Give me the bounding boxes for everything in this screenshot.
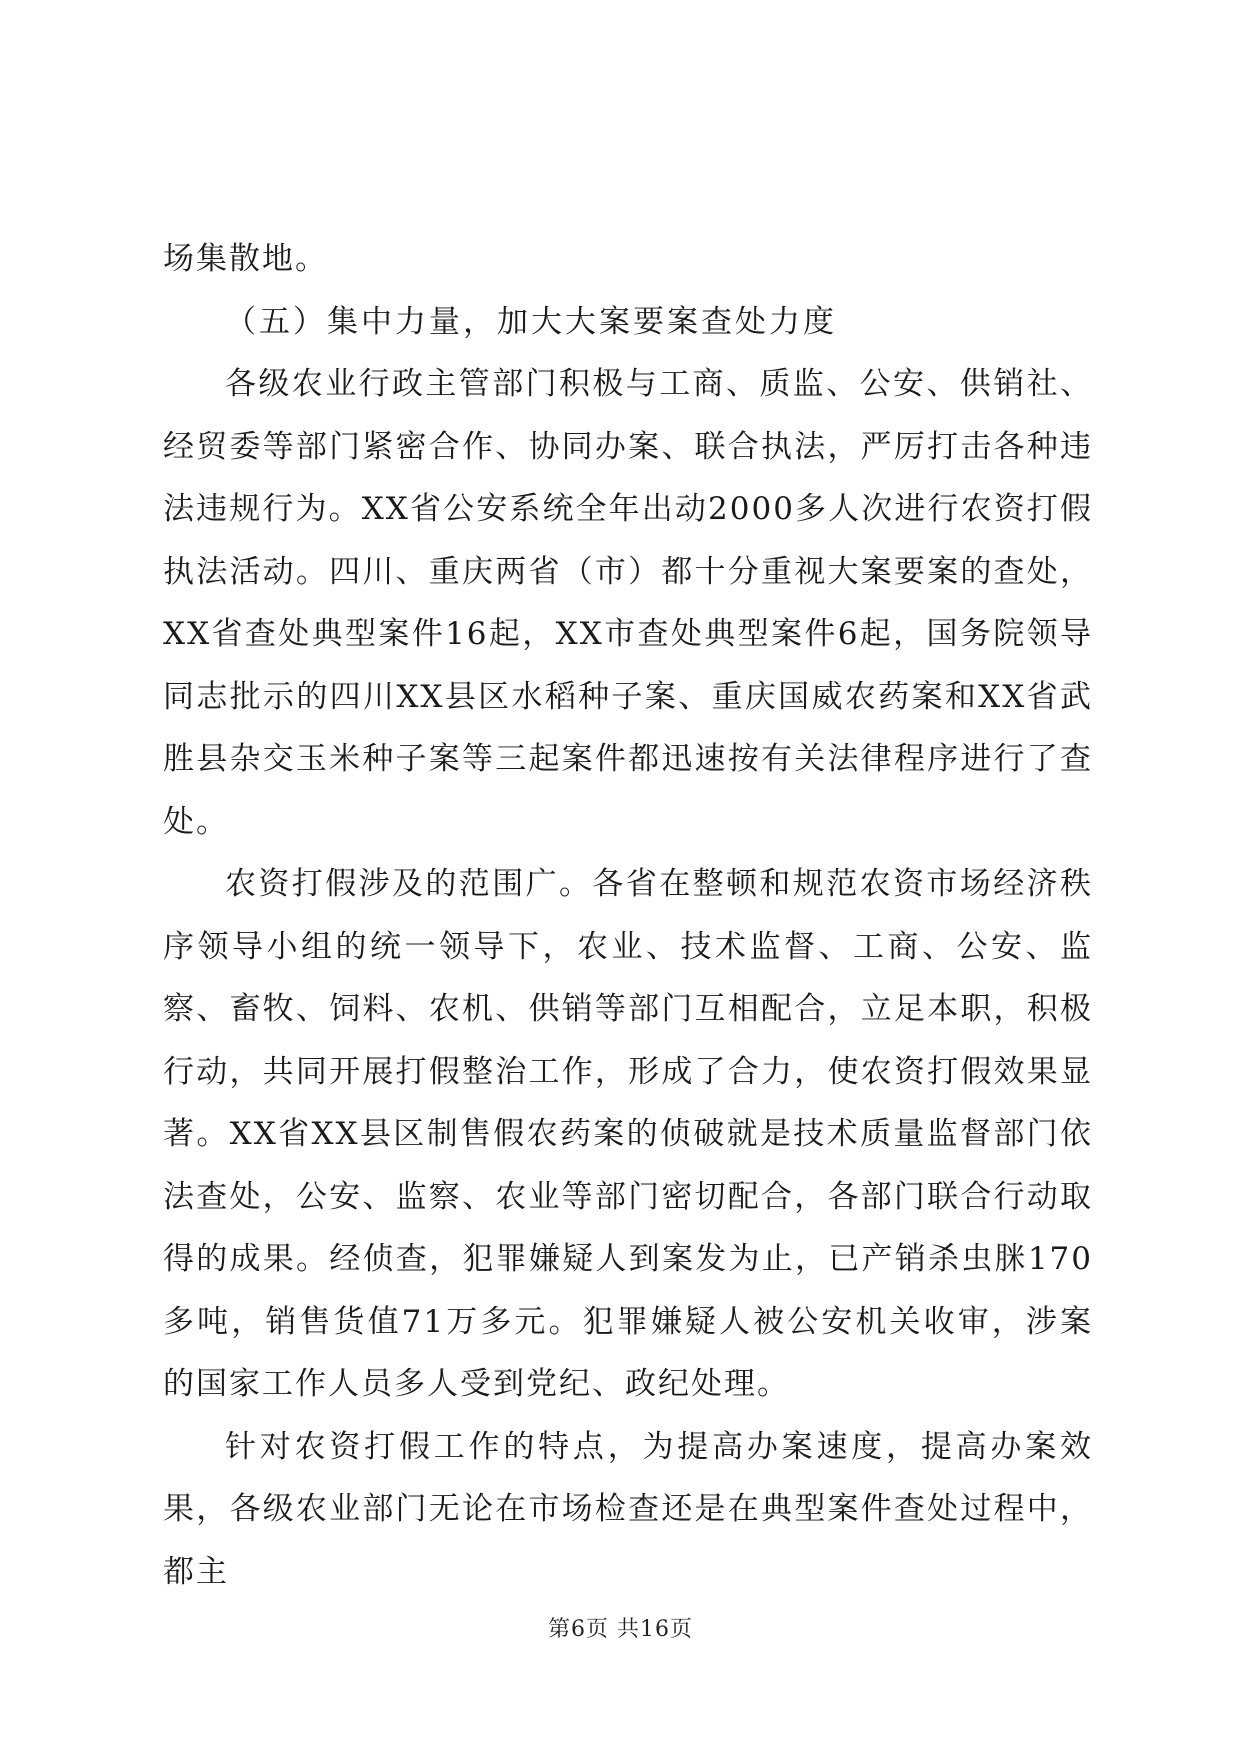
- paragraph: 各级农业行政主管部门积极与工商、质监、公安、供销社、经贸委等部门紧密合作、协同办案、联合执法，严厉打击各种违法违规行为。XX省公安系统全年出动2000多人次进行农资打假执法活动。四川、重庆两省（市）都十分重视大案要案的查处，XX省查处典型案件16起，XX市查处典型案件6起，国务院领导同志批示的四川XX县区水稻种子案、重庆国威农药案和XX省武胜县杂交玉米种子案等三起案件都迅速按有关法律程序进行了查处。: [163, 366, 1093, 840]
- section-heading: （五）集中力量，加大大案要案查处力度: [225, 303, 837, 340]
- paragraph-continuation: 场集散地。: [163, 241, 328, 277]
- document-body: [163, 228, 1093, 1603]
- page-number-footer: 第6页 共16页: [548, 1617, 693, 1642]
- paragraph: 针对农资打假工作的特点，为提高办案速度，提高办案效果，各级农业部门无论在市场检查还是在典型案件查处过程中，都主: [163, 1428, 1093, 1590]
- paragraph: 农资打假涉及的范围广。各省在整顿和规范农资市场经济秩序领导小组的统一领导下，农业、技术监督、工商、公安、监察、畜牧、饲料、农机、供销等部门互相配合，立足本职，积极行动，共同开展打假整治工作，形成了合力，使农资打假效果显著。XX省XX县区制售假农药案的侦破就是技术质量监督部门依法查处，公安、监察、农业等部门密切配合，各部门联合行动取得的成果。经侦查，犯罪嫌疑人到案发为止，已产销杀虫脒170多吨，销售货值71万多元。犯罪嫌疑人被公安机关收审，涉案的国家工作人员多人受到党纪、政纪处理。: [163, 866, 1093, 1402]
